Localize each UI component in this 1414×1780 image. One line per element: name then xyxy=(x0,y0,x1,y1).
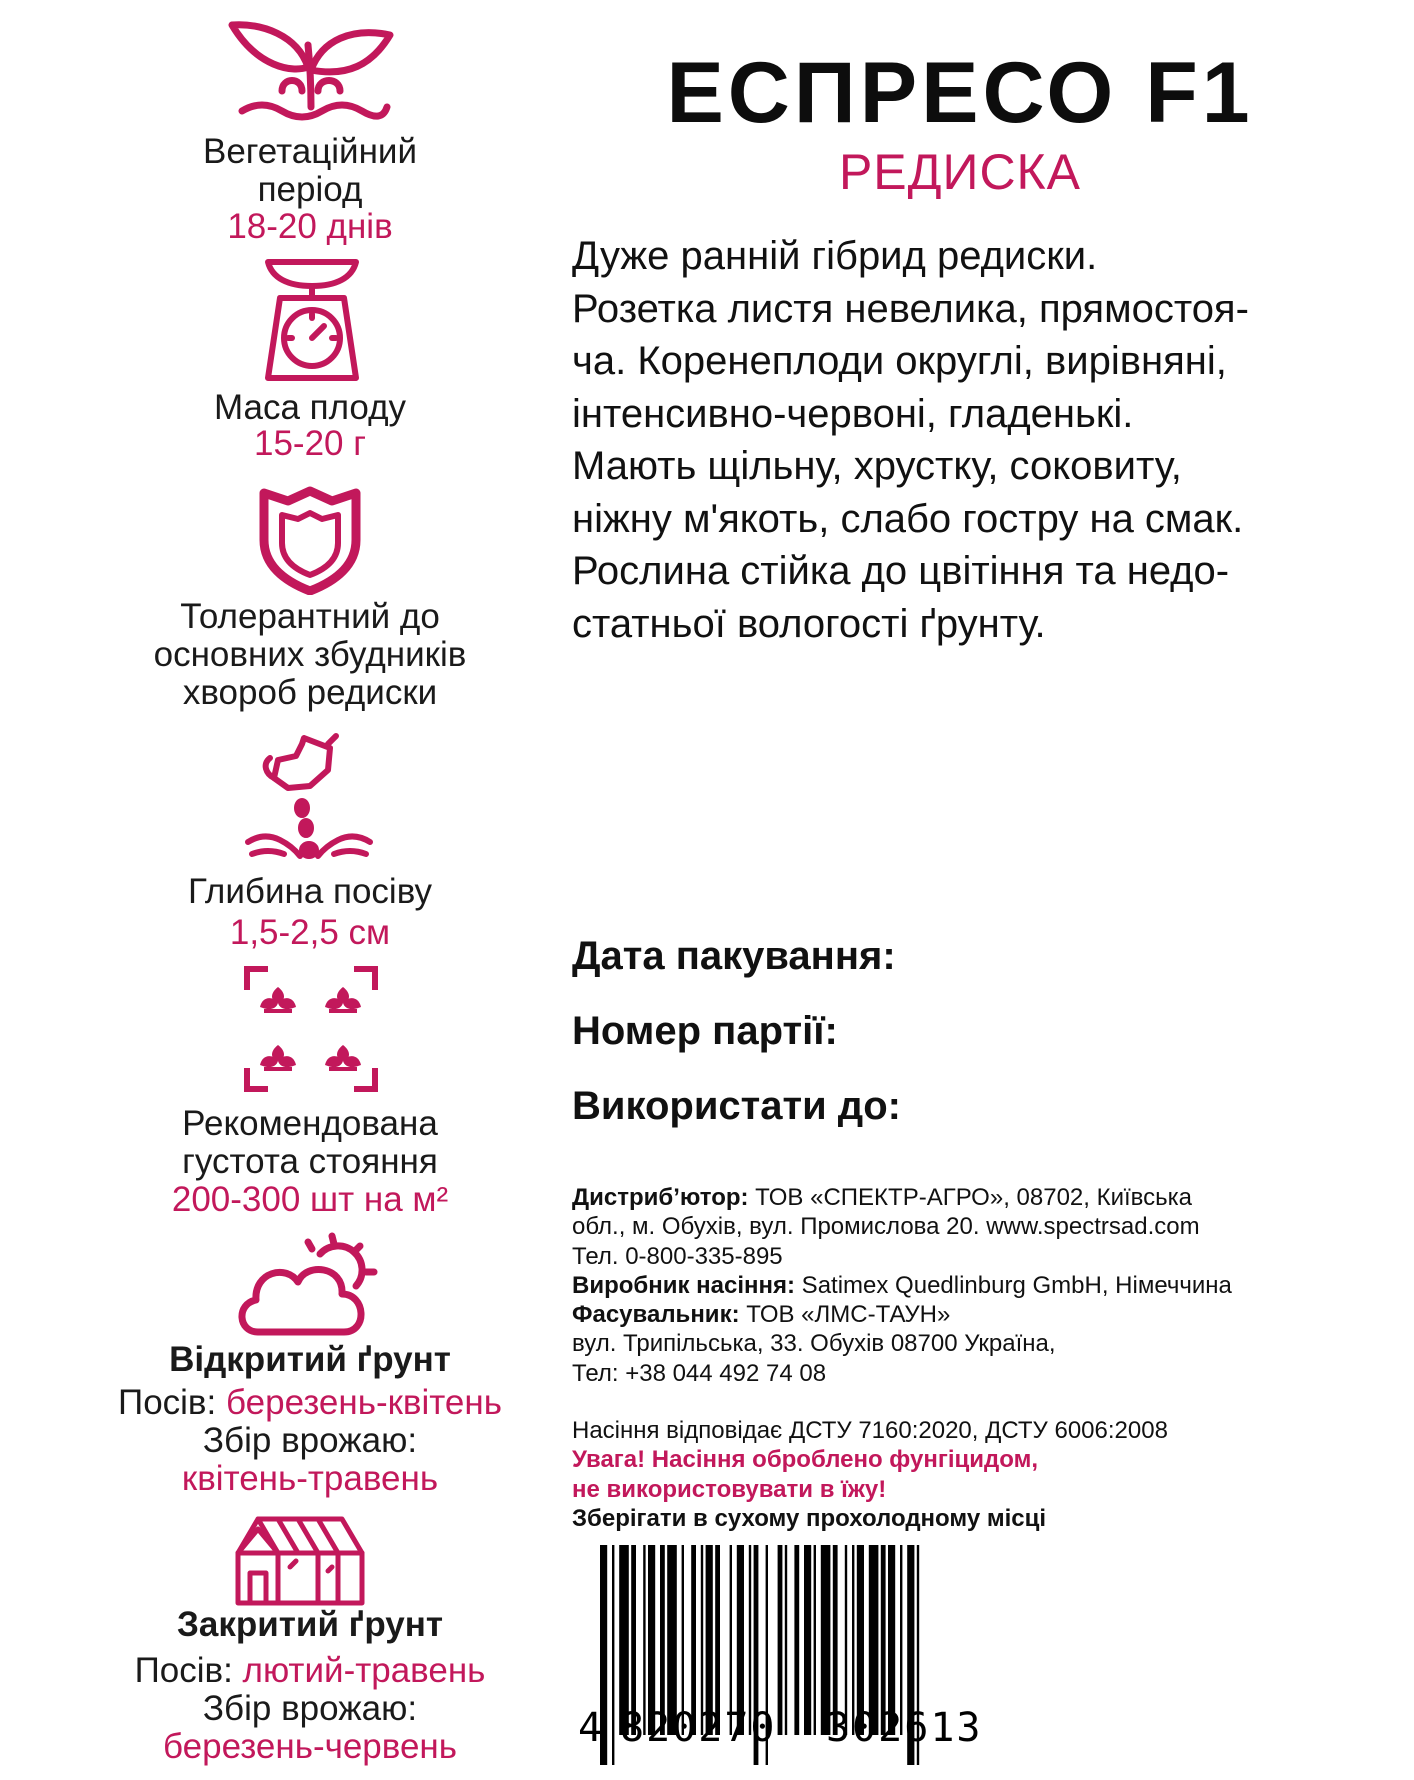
description-line: статньої вологості ґрунту. xyxy=(572,601,1046,646)
open-ground-sowing-value: березень-квітень xyxy=(225,1383,502,1422)
producer-text: Satimex Quedlinburg GmbH, Німеччина xyxy=(795,1271,1232,1299)
distributor-address: обл., м. Обухів, вул. Промислова 20. www.spectrsad.com xyxy=(572,1213,1200,1241)
sun-cloud-icon xyxy=(232,1232,382,1338)
closed-ground-sowing-label: Посів: xyxy=(134,1651,233,1690)
packer-text: ТОВ «ЛМС-ТАУН» xyxy=(739,1301,951,1329)
description-line: Розетка листя невелика, прямостоя- xyxy=(572,286,1249,331)
barcode-bar xyxy=(612,1545,614,1765)
barcode-bar xyxy=(814,1545,816,1735)
packer-phone: Тел: +38 044 492 74 08 xyxy=(572,1359,827,1387)
barcode-bar xyxy=(785,1545,787,1735)
closed-ground-harvest-value: березень-червень xyxy=(162,1727,457,1766)
depth-value: 1,5-2,5 см xyxy=(229,913,391,952)
vegetation-label-2: період xyxy=(257,170,363,209)
standard-text: Насіння відповідає ДСТУ 7160:2020, ДСТУ 6006:2008 xyxy=(572,1417,1168,1444)
distributor-line xyxy=(572,1183,1372,1212)
compliance-info xyxy=(572,1416,1372,1533)
packer-address: вул. Трипільська, 33. Обухів 08700 Україна, xyxy=(572,1330,1056,1358)
mass-value: 15-20 г xyxy=(253,424,366,463)
description-line: ніжну м'якоть, слабо гостру на смак. xyxy=(572,496,1244,541)
barcode-first-digit: 4 xyxy=(578,1705,603,1751)
density-label-1: Рекомендована xyxy=(182,1104,438,1143)
barcode xyxy=(570,1545,1040,1775)
closed-ground-title: Закритий ґрунт xyxy=(176,1605,443,1644)
vegetation-label-1: Вегетаційний xyxy=(202,132,418,171)
tolerance-line-3: хвороб редиски xyxy=(182,673,438,712)
shield-icon xyxy=(258,485,362,595)
company-info xyxy=(572,1183,1372,1388)
storage-text: Зберігати в сухому прохолодному місці xyxy=(572,1504,1047,1532)
open-ground-sowing-label: Посів: xyxy=(118,1383,217,1422)
distributor-label: Дистриб’ютор: xyxy=(572,1184,749,1211)
scale-icon xyxy=(262,256,362,384)
product-description xyxy=(572,230,1372,650)
open-ground-title: Відкритий ґрунт xyxy=(169,1340,451,1379)
tolerance-line-2: основних збудників xyxy=(153,635,467,674)
barcode-bars xyxy=(570,1545,1040,1775)
description-line: інтенсивно-червоні, гладенькі. xyxy=(572,391,1134,436)
batch-number: Номер партії: xyxy=(572,1009,838,1053)
barcode-group-2: 302613 xyxy=(826,1705,983,1751)
packaging-date: Дата пакування: xyxy=(572,934,896,978)
closed-ground-sowing-value: лютий-травень xyxy=(242,1651,486,1690)
mass-label: Маса плоду xyxy=(213,388,407,427)
open-ground-sowing xyxy=(0,1384,620,1422)
density-label-2: густота стояння xyxy=(182,1142,438,1181)
closed-ground-harvest-label: Збір врожаю: xyxy=(202,1689,418,1728)
description-line: Мають щільну, хрустку, соковиту, xyxy=(572,444,1182,488)
distributor-phone: Тел. 0-800-335-895 xyxy=(572,1242,783,1270)
use-by-date: Використати до: xyxy=(572,1084,901,1128)
description-line: Рослина стійка до цвітіння та недо- xyxy=(572,549,1230,593)
barcode-group-1: 820270 xyxy=(620,1705,777,1751)
producer-line xyxy=(572,1271,1372,1300)
sowing-hand-icon xyxy=(244,730,374,866)
plant-grid-icon xyxy=(243,965,379,1093)
density-value: 200-300 шт на м² xyxy=(171,1180,449,1219)
warning-line-2: не використовувати в їжу! xyxy=(572,1475,887,1503)
barcode-bar xyxy=(794,1545,799,1735)
tolerance-line-1: Толерантний до xyxy=(180,597,440,636)
features-column xyxy=(0,0,620,1773)
greenhouse-icon xyxy=(234,1513,366,1607)
barcode-bar xyxy=(778,1545,783,1735)
closed-ground-sowing xyxy=(0,1652,620,1690)
open-ground-harvest-label: Збір врожаю: xyxy=(202,1421,418,1460)
product-type: РЕДИСКА xyxy=(838,144,1082,200)
sprout-icon xyxy=(222,15,400,125)
description-line: Дуже ранній гібрид редиски. xyxy=(572,234,1098,278)
barcode-bar xyxy=(804,1545,811,1735)
producer-label: Виробник насіння: xyxy=(572,1271,796,1299)
depth-label: Глибина посіву xyxy=(187,872,433,911)
open-ground-harvest-value: квітень-травень xyxy=(181,1459,439,1498)
description-line: ча. Коренеплоди округлі, вирівняні, xyxy=(572,339,1227,383)
warning-line-1: Увага! Насіння оброблено фунгіцидом, xyxy=(572,1446,1038,1474)
vegetation-value: 18-20 днів xyxy=(227,207,393,246)
packer-line xyxy=(572,1300,1372,1329)
product-name: ЕСПРЕСО F1 xyxy=(666,45,1254,141)
packer-label: Фасувальник: xyxy=(572,1301,740,1329)
distributor-text: ТОВ «СПЕКТР-АГРО», 08702, Київська xyxy=(748,1184,1193,1211)
